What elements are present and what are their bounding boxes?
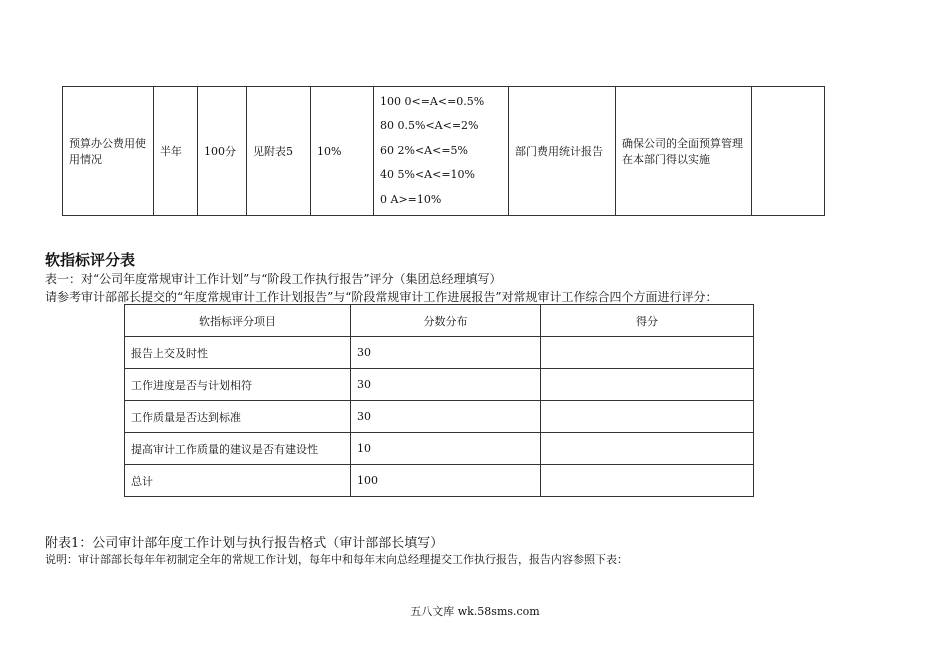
reference-cell: 见附表5: [247, 87, 311, 216]
points-cell: 10: [351, 433, 541, 465]
item-cell: 工作进度是否与计划相符: [125, 369, 351, 401]
table-row: [125, 465, 754, 497]
score-input-cell[interactable]: [541, 433, 754, 465]
table-header-row: [125, 305, 754, 337]
table-row: [63, 87, 825, 216]
score-input-cell[interactable]: [541, 465, 754, 497]
score-input-cell[interactable]: [541, 337, 754, 369]
table-row: [125, 369, 754, 401]
scale-line: 80 0.5%<A<=2%: [380, 119, 479, 133]
budget-indicator-table: [62, 86, 825, 216]
period-cell: 半年: [154, 87, 198, 216]
appendix-note: 说明：审计部部长每年年初制定全年的常规工作计划，每年中和每年末向总经理提交工作执行报告，报告内容参照下表：: [45, 553, 628, 566]
item-cell: 报告上交及时性: [125, 337, 351, 369]
scale-line: 0 A>=10%: [380, 192, 442, 206]
appendix-title: 附表1：公司审计部年度工作计划与执行报告格式（审计部部长填写）: [45, 536, 444, 551]
blank-cell: [752, 87, 825, 216]
scale-line: 40 5%<A<=10%: [380, 168, 475, 182]
table-row: [125, 401, 754, 433]
item-cell: 工作质量是否达到标准: [125, 401, 351, 433]
purpose-cell: 确保公司的全面预算管理在本部门得以实施: [616, 87, 752, 216]
instruction-text: 请参考审计部部长提交的“年度常规审计工作计划报告”与“阶段常规审计工作进展报告”对常规审计工作综合四个方面进行评分：: [45, 290, 718, 304]
table-caption: 表一：对“公司年度常规审计工作计划”与“阶段工作执行报告”评分（集团总经理填写）: [45, 272, 502, 286]
indicator-item-cell: 预算办公费用使用情况: [63, 87, 154, 216]
scale-line: 100 0<=A<=0.5%: [380, 94, 485, 108]
points-cell: 30: [351, 401, 541, 433]
column-header: 软指标评分项目: [125, 305, 351, 337]
score-input-cell[interactable]: [541, 401, 754, 433]
column-header: 分数分布: [351, 305, 541, 337]
table-row: [125, 337, 754, 369]
weight-cell: 10%: [311, 87, 374, 216]
scale-line: 60 2%<A<=5%: [380, 143, 468, 157]
table-row: [125, 433, 754, 465]
section-heading: 软指标评分表: [45, 251, 136, 269]
item-cell: 总计: [125, 465, 351, 497]
score-cell: 100分: [198, 87, 247, 216]
item-cell: 提高审计工作质量的建议是否有建设性: [125, 433, 351, 465]
points-cell: 30: [351, 337, 541, 369]
points-cell: 100: [351, 465, 541, 497]
column-header: 得分: [541, 305, 754, 337]
soft-indicator-score-table: [124, 304, 754, 497]
points-cell: 30: [351, 369, 541, 401]
data-source-cell: 部门费用统计报告: [509, 87, 616, 216]
page-footer: 五八文库 wk.58sms.com: [410, 605, 540, 618]
score-input-cell[interactable]: [541, 369, 754, 401]
scoring-scale-cell: [374, 87, 509, 216]
